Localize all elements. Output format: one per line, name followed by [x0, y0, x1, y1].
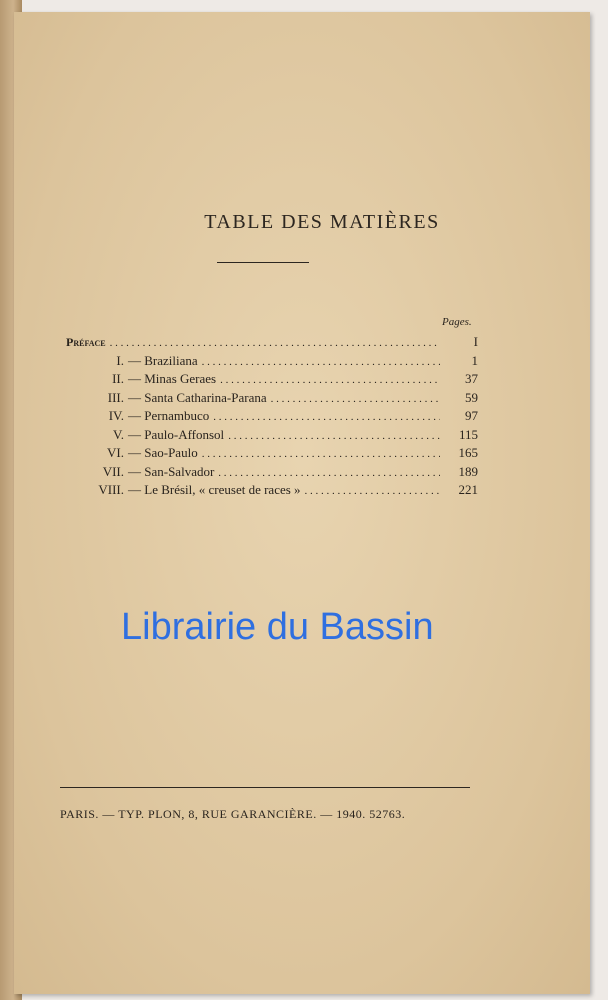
- toc-entry-number: V.: [113, 426, 124, 442]
- toc-entry-page: 189: [458, 463, 478, 479]
- book-page: [14, 12, 590, 994]
- leader-dots: [213, 411, 440, 423]
- leader-dots: [305, 485, 440, 497]
- toc-entry-number: IV.: [108, 408, 124, 423]
- toc-entry: [66, 427, 478, 446]
- toc-entry: [66, 353, 478, 372]
- toc-entry-label: — San-Salvador: [128, 463, 215, 479]
- toc-entry: [66, 482, 478, 501]
- toc-entry-preface: [66, 334, 478, 353]
- toc-entry-page: 115: [458, 426, 478, 442]
- toc-entry-page: 37: [465, 371, 478, 386]
- title-divider: [217, 262, 309, 263]
- toc-entry: [66, 445, 478, 464]
- toc-entry-number: I.: [116, 352, 124, 368]
- toc-entry-page: 59: [465, 389, 478, 405]
- toc-entry-number: II.: [112, 371, 124, 386]
- table-of-contents: [66, 334, 478, 501]
- toc-entry-number: III.: [107, 389, 124, 405]
- toc-entry: [66, 408, 478, 427]
- toc-entry-label: Préface: [66, 335, 106, 349]
- toc-entry-label: — Sao-Paulo: [128, 445, 198, 460]
- toc-entry-page: I: [473, 334, 478, 349]
- leader-dots: [202, 448, 440, 460]
- toc-entry-page: 97: [465, 408, 478, 423]
- page-title: TABLE DES MATIÈRES: [204, 211, 440, 233]
- toc-entry-page: 165: [458, 445, 478, 460]
- toc-entry: [66, 390, 478, 409]
- toc-entry: [66, 464, 478, 483]
- leader-dots: [110, 337, 440, 349]
- leader-dots: [218, 467, 440, 479]
- printer-imprint: PARIS. — TYP. PLON, 8, RUE GARANCIÈRE. — 1940. 52763.: [60, 807, 406, 821]
- leader-dots: [220, 374, 440, 386]
- toc-entry-label: — Pernambuco: [128, 408, 210, 423]
- toc-entry-label: — Paulo-Affonsol: [128, 426, 225, 442]
- leader-dots: [202, 356, 440, 368]
- leader-dots: [271, 393, 440, 405]
- pages-column-header: Pages.: [442, 316, 472, 328]
- toc-entry-label: — Le Brésil, « creuset de races »: [128, 482, 301, 497]
- toc-entry: [66, 371, 478, 390]
- toc-entry-label: — Minas Geraes: [128, 371, 217, 386]
- toc-entry-number: VII.: [102, 463, 124, 479]
- toc-entry-label: — Braziliana: [128, 352, 198, 368]
- leader-dots: [228, 430, 440, 442]
- imprint-divider: [60, 787, 470, 788]
- toc-entry-page: 221: [458, 482, 478, 497]
- toc-entry-number: VI.: [107, 445, 124, 460]
- seller-watermark: Librairie du Bassin: [121, 606, 434, 648]
- toc-entry-label: — Santa Catharina-Parana: [128, 389, 267, 405]
- toc-entry-page: 1: [471, 352, 478, 368]
- toc-entry-number: VIII.: [98, 482, 124, 497]
